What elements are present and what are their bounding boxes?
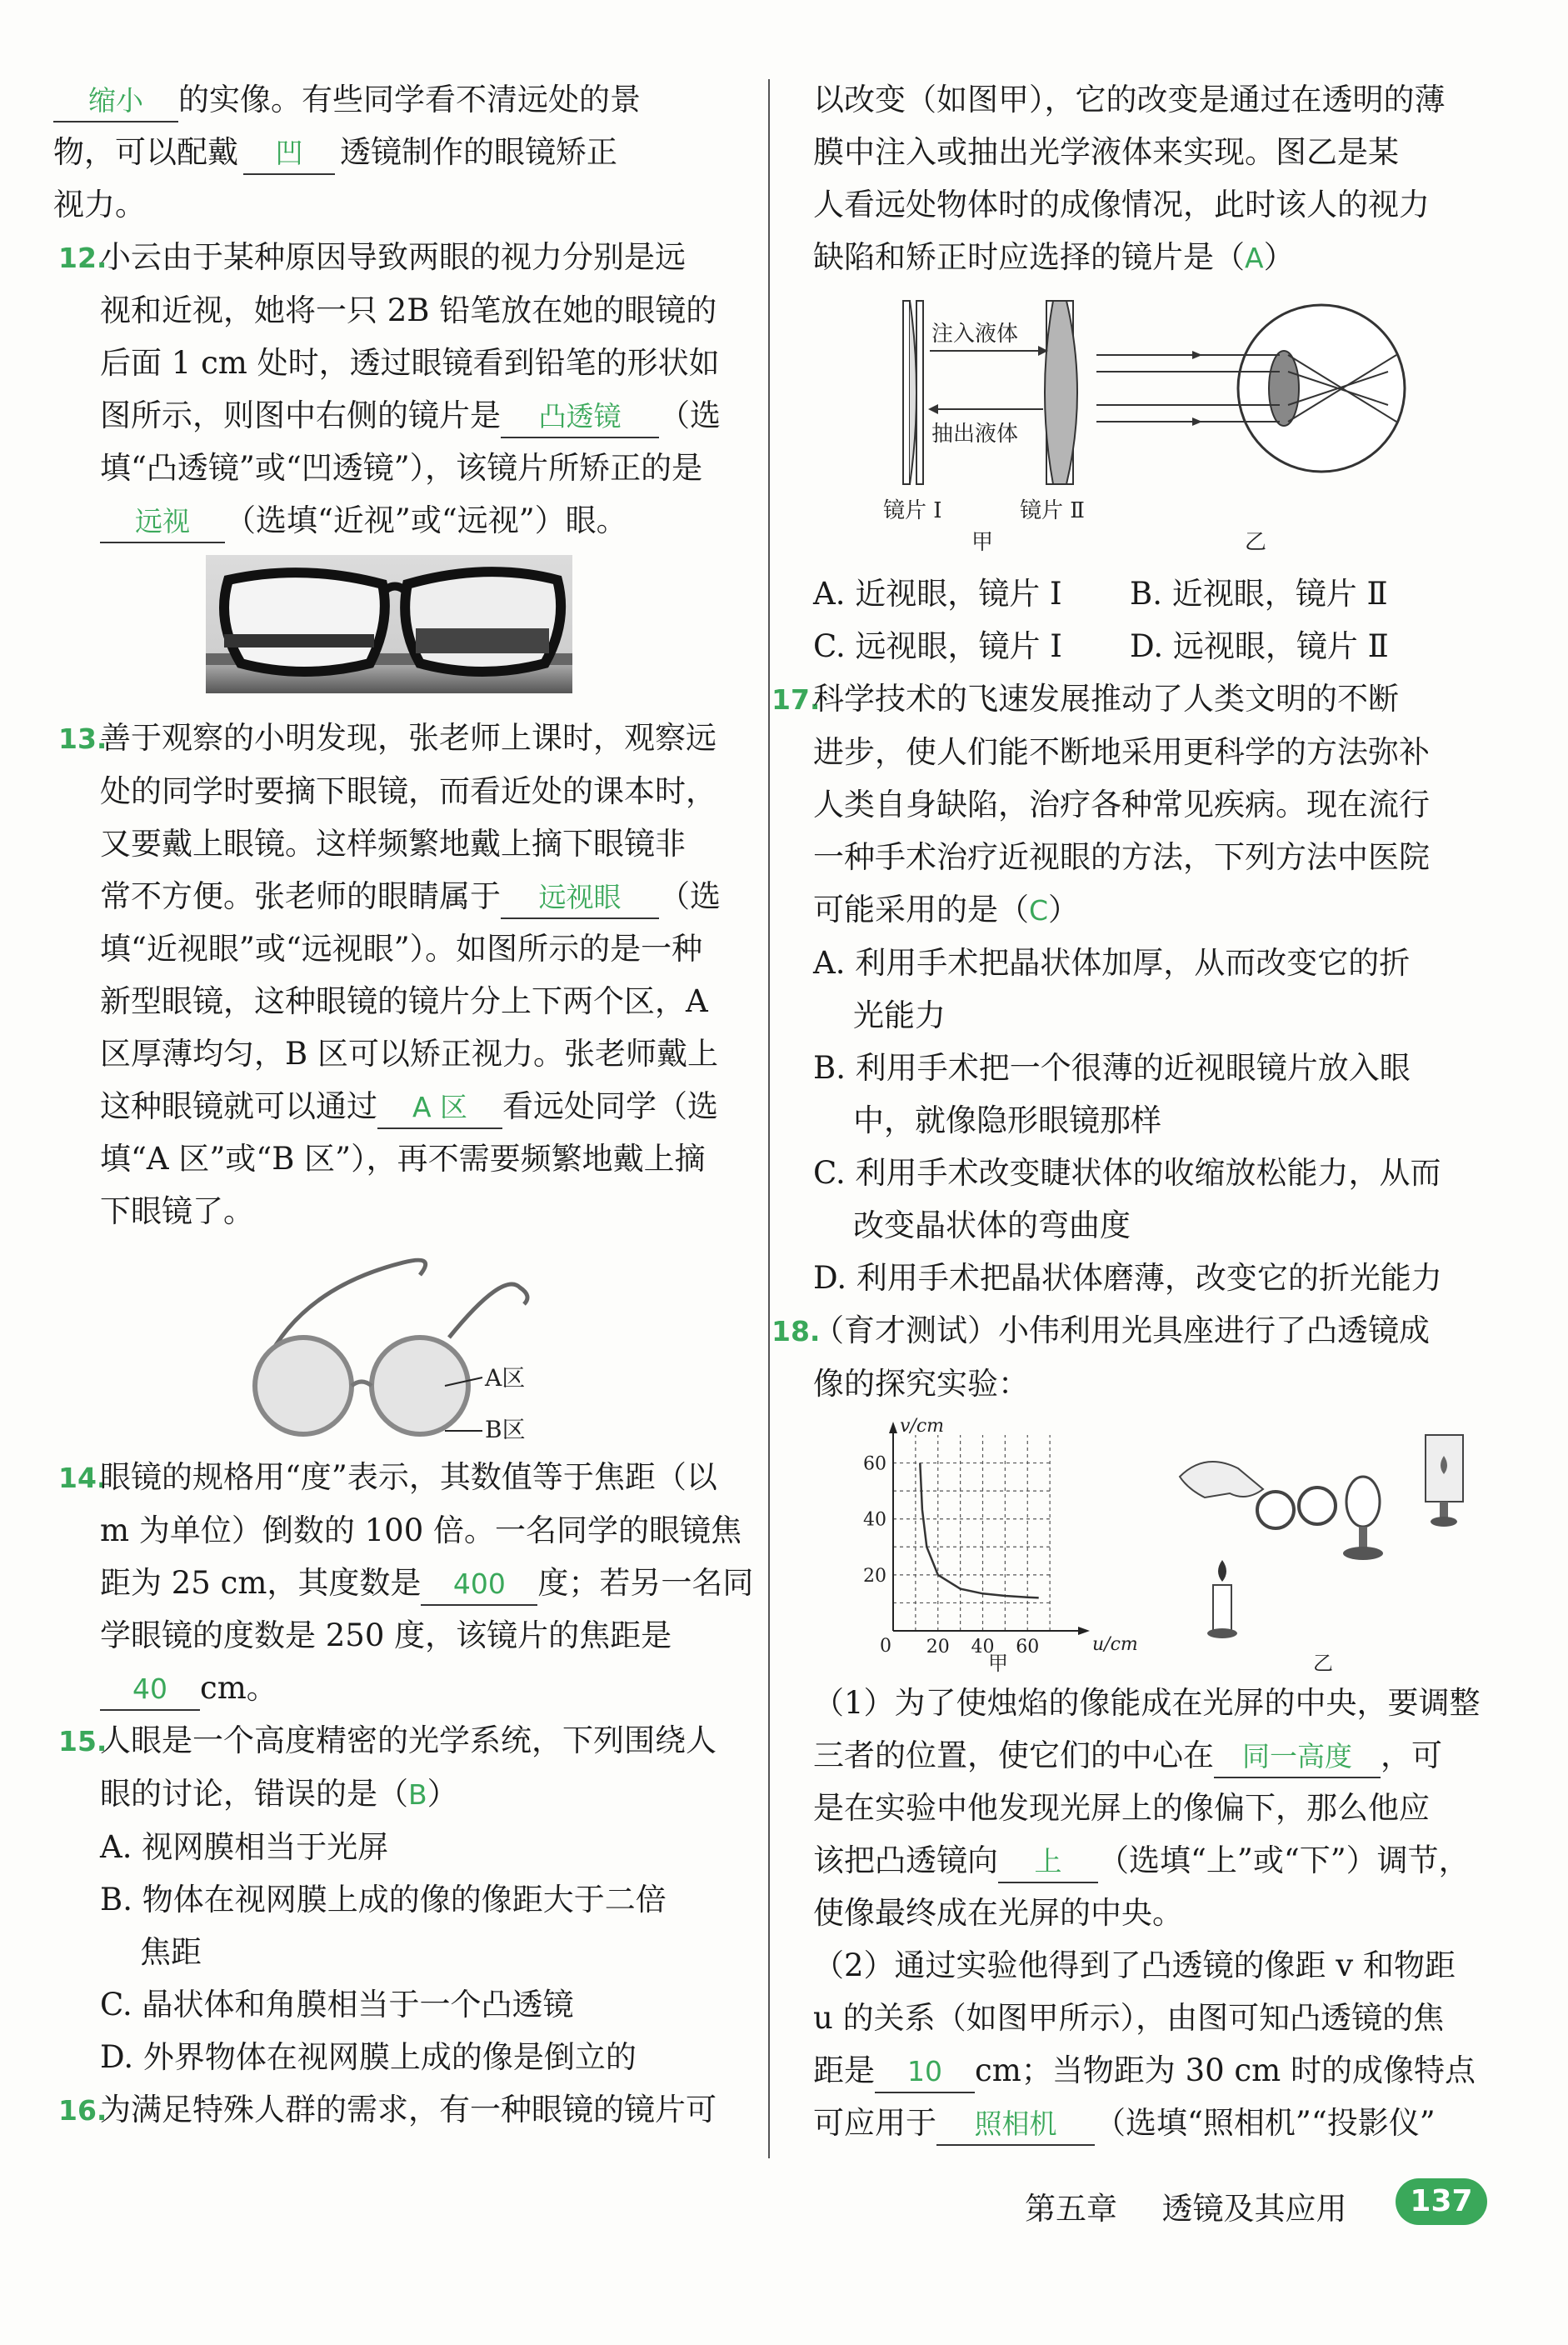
q18-figure [813, 1410, 1480, 1677]
label-inject-liquid: 注入液体 [931, 322, 1019, 347]
question-18: 18.（育才测试）小伟利用光具座进行了凸透镜成 像的探究实验： [772, 1312, 1430, 1402]
right-column [772, 73, 1481, 2149]
q15-choice-answer: B [408, 1778, 427, 1811]
question-16-continued: 以改变（如图甲），它的改变是通过在透明的薄 膜中注入或抽出光学液体来实现。图乙是某 人看远处物体时的成像情况，此时该人的视力 缺陷和矫正时应选择的镜片是（A） [813, 82, 1446, 275]
label-lens-1: 镜片 Ⅰ [883, 498, 942, 523]
q18-answer-4: 照相机 [936, 2104, 1095, 2146]
label-extract-liquid: 抽出液体 [931, 422, 1019, 447]
page-footer [1025, 2183, 1347, 2228]
q12-answer-2: 远视 [100, 502, 225, 543]
label-figure-jia: 甲 [971, 530, 994, 555]
label-figure-yi: 乙 [1245, 530, 1267, 555]
page-number-badge: 137 [1396, 2178, 1487, 2225]
y-axis-label: v/cm [900, 1416, 945, 1437]
q14-answer-2: 40 [100, 1669, 200, 1711]
q12-answer-1: 凸透镜 [501, 397, 659, 438]
question-14: 14.眼镜的规格用“度”表示，其数值等于焦距（以 m 为单位）倒数的 100 倍。一名同学的眼镜焦 距为 25 cm，其度数是 400 度；若另一名同 学眼镜的度数是 250 度，该镜片的焦距是 40 cm。 [53, 1451, 720, 1714]
footer-section: 透镜及其应用 [1161, 2191, 1347, 2227]
q14-answer-1: 400 [421, 1564, 537, 1606]
footer-chapter: 第五章 [1025, 2191, 1117, 2227]
question-15: 15.人眼是一个高度精密的光学系统，下列围绕人 眼的讨论，错误的是（B） A. 视网膜相当于光屏 B. 物体在视网膜上成的像的像距大于二倍 焦距 C. 晶状体和角膜相当于一个凸透镜 D. 外界物体在视网膜上成的像是倒立的 [58, 1722, 717, 2075]
q16-options-row1: A. 近视眼，镜片 Ⅰ B. 近视眼，镜片 Ⅱ [813, 576, 1388, 612]
q11-continuation-line3: 视力。 [53, 187, 146, 222]
q18-answer-1: 同一高度 [1214, 1737, 1381, 1778]
question-18-part-2: （2）通过实验他得到了凸透镜的像距 v 和物距 u 的关系（如图甲所示），由图可知凸透镜的焦 距是 10 cm；当物距为 30 cm 时的成像特点 可应用于 照相机 （选填“照相机”“投影仪” [813, 1939, 1480, 2149]
x-tick-label: 40 [971, 1637, 995, 1658]
question-18-part-1: （1）为了使烛焰的像能成在光屏的中央，要调整 三者的位置，使它们的中心在 同一高度 ，可 是在实验中他发现光屏上的像偏下，那么他应 该把凸透镜向 上 （选填“上”或“下”）调节， 使像最终成在光屏的中央。 [813, 1685, 1481, 1931]
q13-answer-1: 远视眼 [501, 878, 659, 919]
question-17: 17.科学技术的飞速发展推动了人类文明的不断 进步，使人们能不断地采用更科学的方法弥补 人类自身缺陷，治疗各种常见疾病。现在流行 一种手术治疗近视眼的方法，下列方法中医院 可能采用的是（C） A. 利用手术把晶状体加厚，从而改变它的折 光能力 B. 利用手术把一个很薄的近视眼镜片放入眼 中，就像隐形眼镜那样 C. 利用手术改变睫状体的收缩放松能力，从而 改变晶状体的弯曲度 D. 利用手术把晶状体磨薄，改变它的折光能力 [772, 681, 1442, 1296]
q16-choice-answer: A [1245, 242, 1264, 274]
question-12: 12.小云由于某种原因导致两眼的视力分别是远 视和近视，她将一只 2B 铅笔放在她的眼镜的 后面 1 cm 处时，透过眼镜看到铅笔的形状如 图所示，则图中右侧的镜片是 凸透镜 （选 填“凸透镜”或“凹透镜”），该镜片所矫正的是 远视 （选填“近视”或“远视”）眼。 [53, 231, 720, 547]
origin-label: 0 [880, 1636, 891, 1657]
label-lens-2: 镜片 Ⅱ [1020, 498, 1085, 523]
q11-continuation-line1: 缩小 的实像。有些同学看不清远处的景 [53, 73, 720, 126]
q11-continuation-line2: 物，可以配戴 凹 透镜制作的眼镜矫正 [53, 126, 720, 178]
x-tick-label: 60 [1016, 1637, 1040, 1658]
y-tick-label: 60 [863, 1453, 886, 1475]
left-column [53, 73, 754, 2137]
q12-glasses-photo [53, 547, 720, 705]
q11-answer-2: 凹 [243, 133, 335, 175]
q16-lens-figure [813, 284, 1480, 568]
x-axis-label: u/cm [1092, 1634, 1138, 1655]
question-16-start: 16.为满足特殊人群的需求，有一种眼镜的镜片可 [58, 2092, 717, 2128]
q18-answer-3: 10 [875, 2052, 975, 2093]
q16-options-row2: C. 远视眼，镜片 Ⅰ D. 远视眼，镜片 Ⅱ [813, 628, 1389, 664]
label-b-zone: B区 [485, 1416, 526, 1443]
question-13: 13.善于观察的小明发现，张老师上课时，观察远 处的同学时要摘下眼镜，而看近处的课本时， 又要戴上眼镜。这样频繁地戴上摘下眼镜非 常不方便。张老师的眼睛属于 远视眼 （选 填“近视眼”或“远视眼”）。如图所示的是一种 新型眼镜，这种眼镜的镜片分上下两个区，A 区厚薄均匀，B 区可以矫正视力。张老师戴上 这种眼镜就可以通过 A 区 看远处同学（选 填“A 区”或“B 区”），再不需要频繁地戴上摘 下眼镜了。 [58, 720, 721, 1229]
q17-choice-answer: C [1029, 894, 1049, 927]
y-tick-label: 20 [863, 1565, 886, 1587]
q13-bifocal-glasses-figure [53, 1238, 720, 1446]
q13-answer-2: A 区 [377, 1088, 502, 1129]
q11-answer-1: 缩小 [53, 81, 178, 122]
q18-figure-yi-label: 乙 [1313, 1652, 1333, 1675]
x-tick-label: 20 [926, 1637, 950, 1658]
y-tick-label: 40 [863, 1509, 886, 1531]
q18-figure-jia-label: 甲 [988, 1652, 1008, 1675]
q18-answer-2: 上 [998, 1842, 1098, 1883]
label-a-zone: A区 [485, 1364, 526, 1392]
